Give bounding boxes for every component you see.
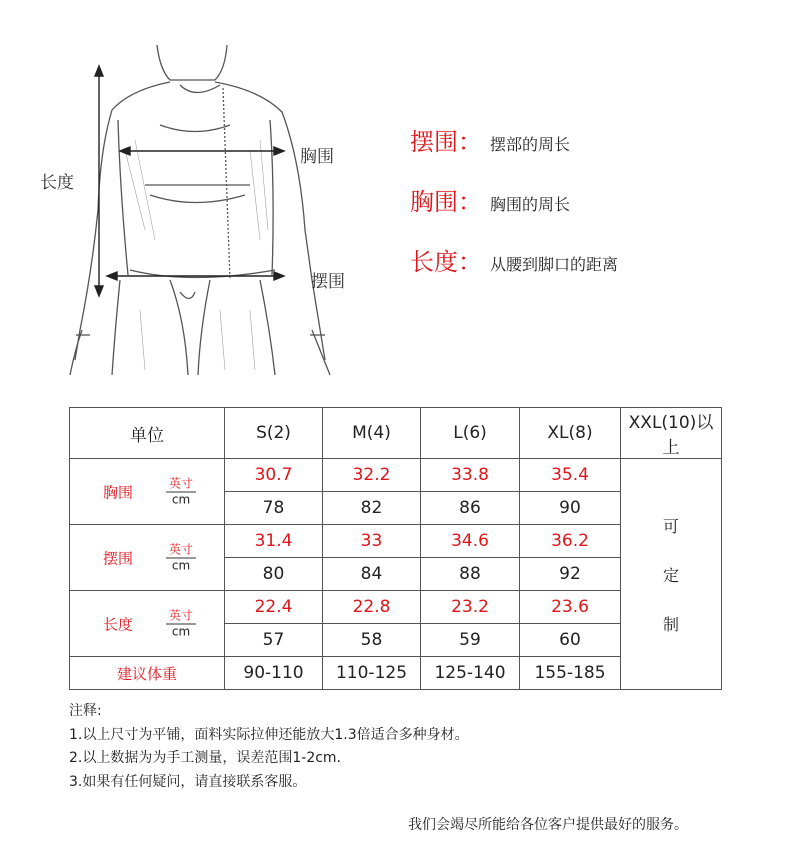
garment-sketch bbox=[20, 30, 380, 390]
table-cell: 155-185 bbox=[520, 657, 621, 690]
row-name: 摆围 bbox=[103, 549, 134, 567]
header-cell-l: L(6) bbox=[421, 408, 520, 459]
table-cell: 23.6 bbox=[520, 591, 621, 624]
note-item: 1.以上尺寸为平铺，面料实际拉伸还能放大1.3倍适合多种身材。 bbox=[69, 726, 469, 743]
table-cell: 82 bbox=[323, 492, 421, 525]
custom-order-cell bbox=[621, 459, 722, 690]
table-cell: 92 bbox=[520, 558, 621, 591]
header-cell-xl: XL(8) bbox=[520, 408, 621, 459]
header-cell-xxl: XXL(10)以上 bbox=[621, 408, 722, 459]
length-label: 长度 bbox=[40, 173, 74, 193]
weight-label: 建议体重 bbox=[70, 657, 225, 690]
unit-inch: 英寸 bbox=[166, 476, 196, 492]
row-label-chest bbox=[70, 459, 225, 525]
sketch-drawing bbox=[20, 30, 380, 390]
notes bbox=[69, 700, 469, 794]
legend-term: 长度： bbox=[410, 248, 482, 276]
table-cell: 90-110 bbox=[225, 657, 323, 690]
table-cell: 33 bbox=[323, 525, 421, 558]
unit-inch: 英寸 bbox=[166, 542, 196, 558]
table-row bbox=[70, 459, 722, 492]
chest-arrow bbox=[120, 147, 284, 155]
header-cell-unit: 单位 bbox=[70, 408, 225, 459]
legend-hem bbox=[410, 122, 570, 157]
table-cell: 30.7 bbox=[225, 459, 323, 492]
hem-label: 摆围 bbox=[311, 272, 345, 292]
legend-term: 胸围： bbox=[410, 188, 482, 216]
notes-title: 注释: bbox=[69, 703, 102, 719]
unit-inch: 英寸 bbox=[166, 608, 196, 624]
table-cell: 22.4 bbox=[225, 591, 323, 624]
table-cell: 58 bbox=[323, 624, 421, 657]
legend-length bbox=[410, 242, 618, 277]
custom-char: 制 bbox=[662, 614, 679, 634]
custom-char: 定 bbox=[662, 565, 679, 585]
table-cell: 33.8 bbox=[421, 459, 520, 492]
legend-definition: 胸围的周长 bbox=[490, 195, 571, 214]
unit-cm: cm bbox=[171, 558, 191, 572]
table-cell: 125-140 bbox=[421, 657, 520, 690]
table-cell: 22.8 bbox=[323, 591, 421, 624]
length-arrow bbox=[95, 66, 103, 296]
legend-chest bbox=[410, 182, 570, 217]
row-label-hem bbox=[70, 525, 225, 591]
legend-term: 摆围： bbox=[410, 128, 482, 156]
table-cell: 34.6 bbox=[421, 525, 520, 558]
table-cell: 110-125 bbox=[323, 657, 421, 690]
table-cell: 23.2 bbox=[421, 591, 520, 624]
table-cell: 59 bbox=[421, 624, 520, 657]
table-cell: 78 bbox=[225, 492, 323, 525]
table-cell: 88 bbox=[421, 558, 520, 591]
table-cell: 86 bbox=[421, 492, 520, 525]
footer-message: 我们会竭尽所能给各位客户提供最好的服务。 bbox=[408, 817, 688, 833]
unit-cm: cm bbox=[171, 624, 191, 638]
table-cell: 57 bbox=[225, 624, 323, 657]
table-cell: 80 bbox=[225, 558, 323, 591]
size-table bbox=[69, 407, 722, 690]
custom-char: 可 bbox=[662, 516, 679, 536]
table-cell: 32.2 bbox=[323, 459, 421, 492]
note-item: 2.以上数据为为手工测量，误差范围1-2cm. bbox=[69, 750, 342, 766]
header-cell-s: S(2) bbox=[225, 408, 323, 459]
header-cell-m: M(4) bbox=[323, 408, 421, 459]
unit-cm: cm bbox=[171, 492, 191, 506]
legend-definition: 摆部的周长 bbox=[490, 135, 571, 154]
table-cell: 90 bbox=[520, 492, 621, 525]
table-header-row bbox=[70, 408, 722, 459]
table-cell: 36.2 bbox=[520, 525, 621, 558]
row-name: 胸围 bbox=[103, 483, 134, 501]
legend-definition: 从腰到脚口的距离 bbox=[490, 255, 619, 274]
table-cell: 84 bbox=[323, 558, 421, 591]
chest-label: 胸围 bbox=[300, 147, 334, 167]
row-name: 长度 bbox=[103, 615, 134, 633]
unit-stack bbox=[166, 476, 196, 507]
table-cell: 31.4 bbox=[225, 525, 323, 558]
table-cell: 60 bbox=[520, 624, 621, 657]
unit-stack bbox=[166, 608, 196, 639]
note-item: 3.如果有任何疑问，请直接联系客服。 bbox=[69, 773, 307, 790]
unit-stack bbox=[166, 542, 196, 573]
table-cell: 35.4 bbox=[520, 459, 621, 492]
row-label-length bbox=[70, 591, 225, 657]
